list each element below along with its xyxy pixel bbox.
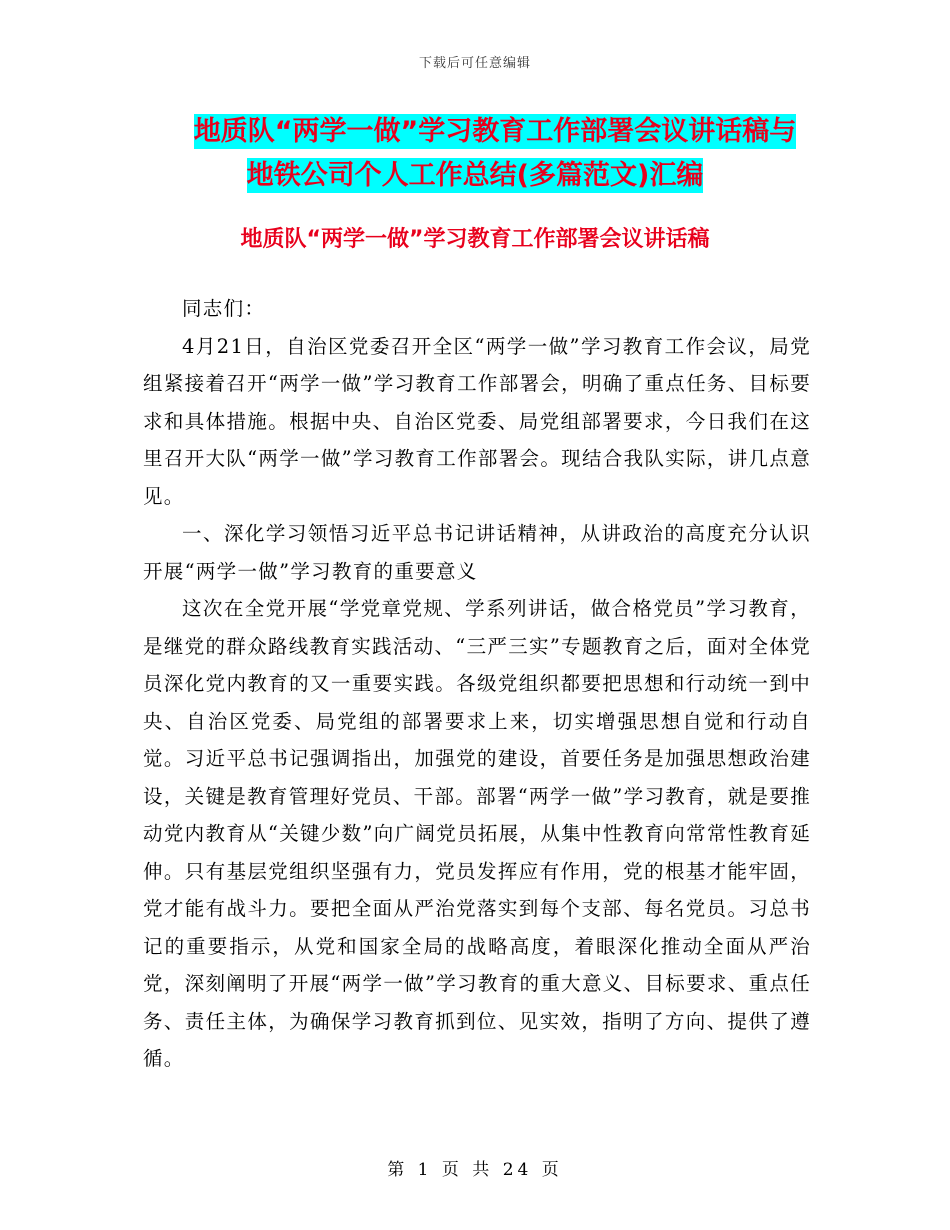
title-line-2 — [0, 154, 950, 198]
document-title — [0, 110, 950, 198]
body-paragraph: 4月21日，自治区党委召开全区“两学一做”学习教育工作会议，局党组紧接着召开“两学一做”学习教育工作部署会，明确了重点任务、目标要求和具体措施。根据中央、自治区党委、局党组部署要求，今日我们在这里召开大队“两学一做”学习教育工作部署会。现结合我队实际，讲几点意见。 — [143, 334, 811, 508]
document-body — [143, 290, 811, 1078]
page-number: 第 1 页 共 24 页 — [387, 1160, 563, 1180]
title-line-1-text: 地质队“两学一做”学习教育工作部署会议讲话稿与 — [193, 116, 797, 147]
body-paragraph: 这次在全党开展“学党章党规、学系列讲话，做合格党员”学习教育，是继党的群众路线教育实践活动、“三严三实”专题教育之后，面对全体党员深化党内教育的又一重要实践。各级党组织都要把思想和行动统一到中央、自治区党委、局党组的部署要求上来，切实增强思想自觉和行动自觉。习近平总书记强调指出，加强党的建设，首要任务是加强思想政治建设，关键是教育管理好党员、干部。部署“两学一做”学习教育，就是要推动党内教育从“关键少数”向广阔党员拓展，从集中性教育向常常性教育延伸。只有基层党组织坚强有力，党员发挥应有作用，党的根基才能牢固，党才能有战斗力。要把全面从严治党落实到每个支部、每名党员。习总书记的重要指示，从党和国家全局的战略高度，着眼深化推动全面从严治党，深刻阐明了开展“两学一做”学习教育的重大意义、目标要求、重点任务、责任主体，为确保学习教育抓到位、见实效，指明了方向、提供了遵循。 — [143, 597, 811, 1070]
title-line-2-text: 地铁公司个人工作总结(多篇范文)汇编 — [246, 160, 704, 191]
body-paragraph: 一、深化学习领悟习近平总书记讲话精神，从讲政治的高度充分认识开展“两学一做”学习教育的重要意义 — [143, 522, 811, 583]
title-line-1 — [0, 110, 950, 154]
section-title: 地质队“两学一做”学习教育工作部署会议讲话稿 — [240, 227, 710, 252]
salutation: 同志们： — [182, 297, 266, 320]
page-header-note: 下载后可任意编辑 — [418, 56, 531, 71]
